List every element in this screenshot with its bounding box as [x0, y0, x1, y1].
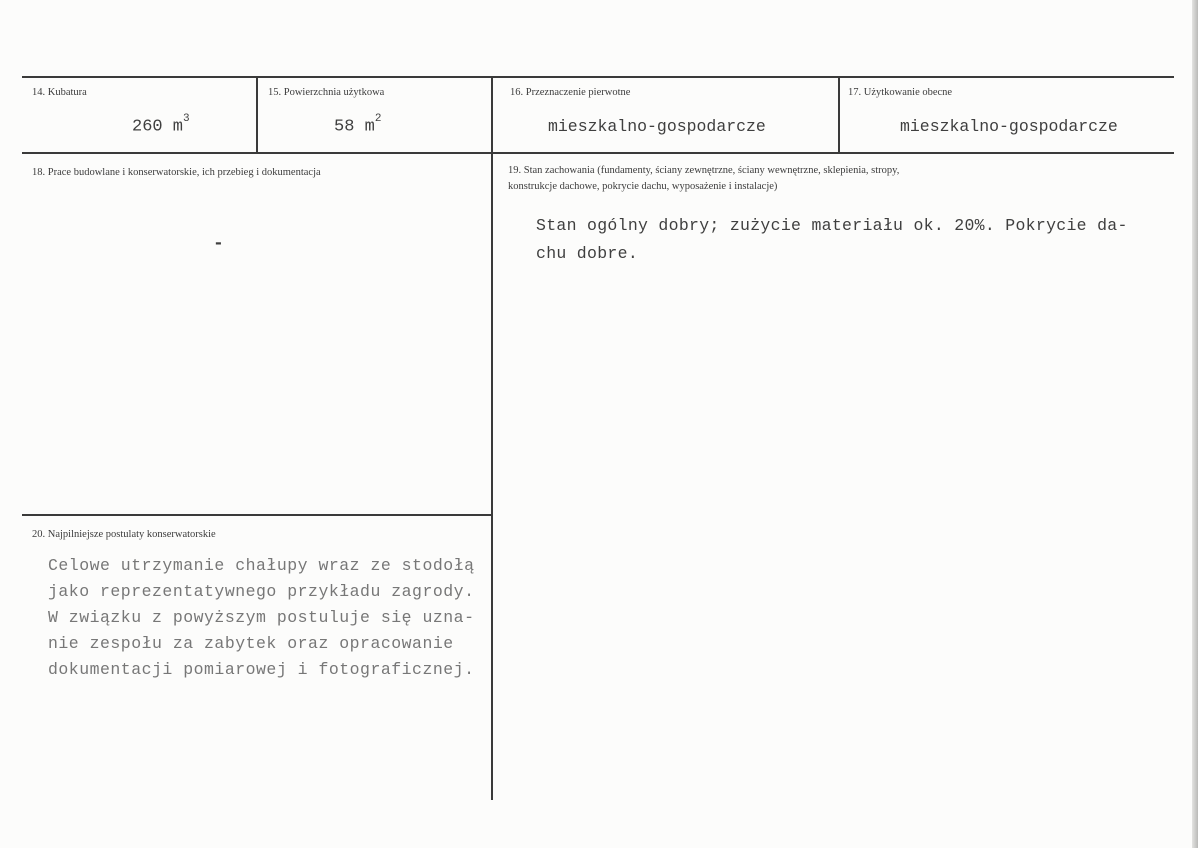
- divider-18-19: [491, 154, 493, 800]
- field-14-unit-exponent: 3: [183, 113, 190, 125]
- top-rule: [22, 76, 1174, 78]
- field-14-number: 260 m: [132, 117, 184, 137]
- field-14-value: [132, 113, 190, 137]
- field-19-label-line1: 19. Stan zachowania (fundamenty, ściany zewnętrzne, ściany wewnętrzne, sklepienia, stropy,: [508, 165, 900, 176]
- field-20-text-line5: dokumentacji pomiarowej i fotograficznej.: [48, 660, 475, 679]
- field-15-number: 58 m: [334, 117, 375, 137]
- field-20-text-line2: jako reprezentatywnego przykładu zagrody.: [48, 582, 475, 601]
- field-19-text-line2: chu dobre.: [536, 244, 639, 263]
- field-18-label: 18. Prace budowlane i konserwatorskie, ich przebieg i dokumentacja: [32, 167, 321, 178]
- row1-bottom-rule: [22, 152, 1174, 154]
- field-15-value: [334, 113, 382, 137]
- field-17-value: mieszkalno-gospodarcze: [900, 117, 1118, 136]
- field-14-label: 14. Kubatura: [32, 87, 87, 98]
- field-16-value: mieszkalno-gospodarcze: [548, 117, 766, 136]
- field-20-text-line3: W związku z powyższym postuluje się uzna-: [48, 608, 475, 627]
- field-15-label: 15. Powierzchnia użytkowa: [268, 87, 385, 98]
- field-17-label: 17. Użytkowanie obecne: [848, 87, 953, 98]
- field-15-unit-exponent: 2: [374, 113, 382, 125]
- divider-14-15: [256, 78, 258, 152]
- divider-16-17: [838, 78, 840, 152]
- page-edge: [1192, 0, 1198, 848]
- field-20-text-line4: nie zespołu za zabytek oraz opracowanie: [48, 634, 454, 653]
- field-16-label: 16. Przeznaczenie pierwotne: [510, 87, 631, 98]
- field-18-value: -: [213, 234, 224, 254]
- field-19-label-line2: konstrukcje dachowe, pokrycie dachu, wyposażenie i instalacje): [508, 181, 778, 192]
- field-20-text-line1: Celowe utrzymanie chałupy wraz ze stodołą: [48, 556, 475, 575]
- divider-15-16: [491, 78, 493, 152]
- field-20-label: 20. Najpilniejsze postulaty konserwatorskie: [32, 529, 216, 540]
- field18-bottom-rule: [22, 514, 491, 516]
- field-19-text-line1: Stan ogólny dobry; zużycie materiału ok. 20%. Pokrycie da-: [536, 216, 1128, 235]
